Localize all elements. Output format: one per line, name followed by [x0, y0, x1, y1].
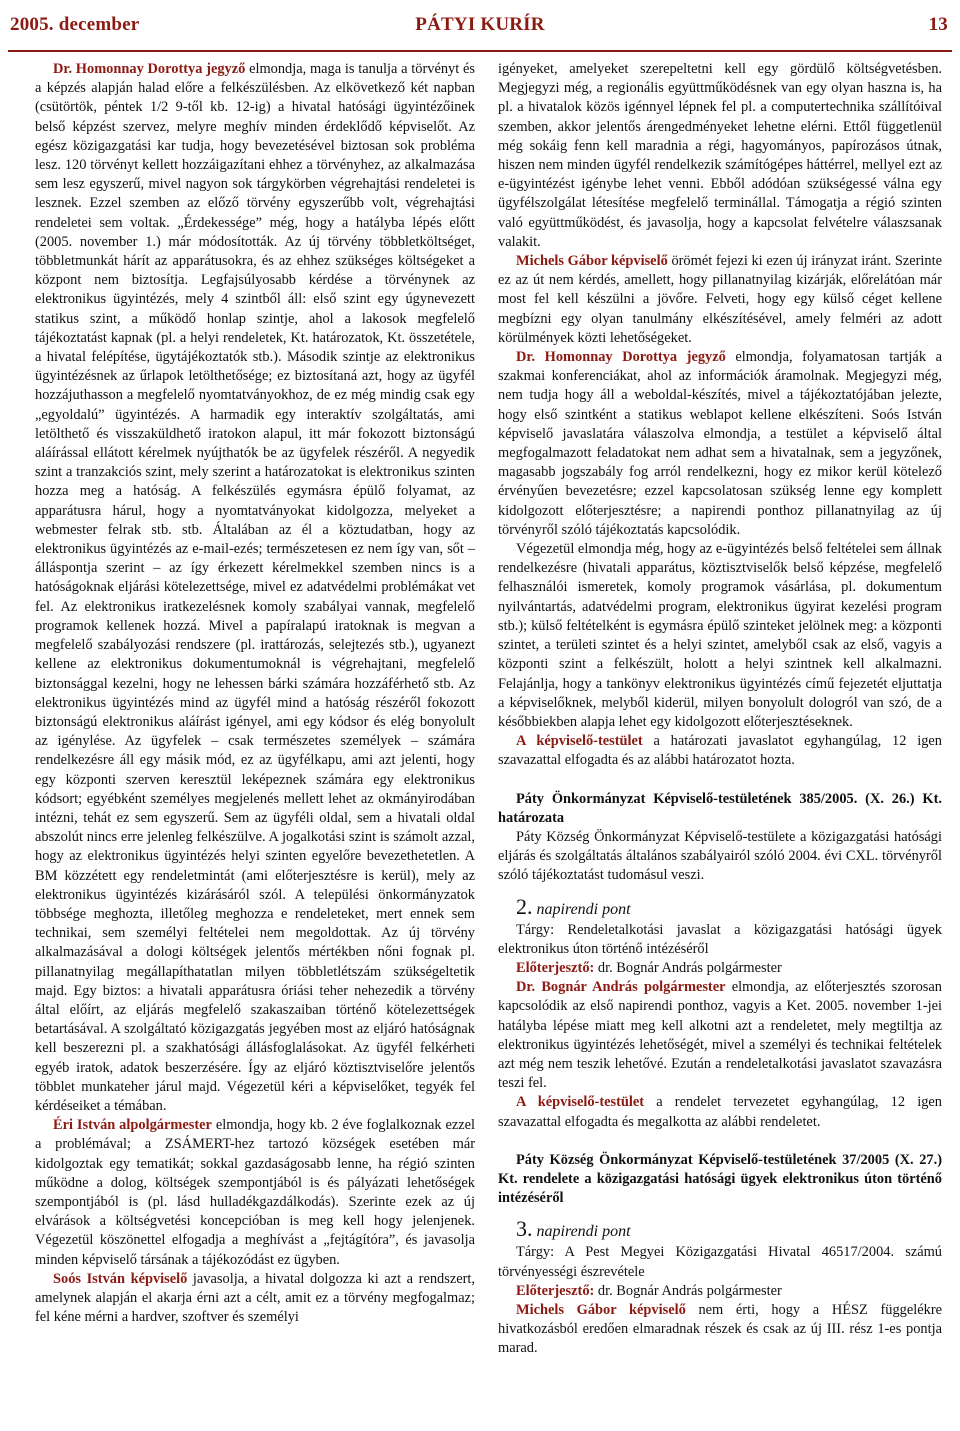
- speaker-name: Soós István képviselő: [53, 1270, 188, 1287]
- regulation-title: Páty Község Önkormányzat Képviselő-testületének 37/2005 (X. 27.) Kt. rendelete a közigazgatási hatósági ügyek elektronikus úton történő intézéséről: [498, 1151, 942, 1207]
- agenda-heading: [498, 1218, 942, 1243]
- paragraph-text: elmondja, folyamatosan tartják a szakmai konferenciákat, ahol az információk áramolnak. Megjegyzi még, nem tudja hogy áll a weboldal-készítés, mivel a tájékoztatójában jelezte, hogy első szintként a statikus weblapot kellene elkészíteni. Soós István képviselő javaslatára válaszolva elmondja, a testület a képviselő által megfogalmazott feladatokat nem adhat sem a hivatalnak, sem a jegyzőnek, magasabb jogszabály fog arról rendelkezni, hogy ez mikor kerül kötelező érvényűen bevezetésre; ezzel kapcsolatosan szükség lenne egy komplett kidolgozott előterjesztésre; a napirendi ponthoz pillanatnyilag az új törvényről szóló tájékoztatás kapcsolódik.: [498, 349, 942, 538]
- paragraph: [35, 1270, 475, 1328]
- speaker-name: Michels Gábor képviselő: [516, 253, 668, 270]
- body-label: A képviselő-testület: [516, 1094, 645, 1111]
- paragraph-text: elmondja, maga is tanulja a törvényt és a képzés alapján halad előre a felkészülésben. Az elkövetkező két napban (csütörtök, péntek 1/2 9-től kb. 12-ig) a hivatal hatósági ügyintézőinek belső képzést szervez, melyre meghív minden érdeklődő képviselőt. Az egész közigazgatási kar tudja, hogy bevezetésével biztosan sok probléma lesz. 120 törvényt kellett hozzáigazítani ehhez a törvényhez, az alkalmazása sem lesz egyszerű, mivel nagyon sok tárgykörben végrehajtási rendeletei is lesznek. Ezzel szemben az előző törvény egyszerűbb volt, végrehajtási rendeletei sem voltak. „Érdekessége” még, hogy a hatályba lépés előtt (2005. november 1.) már módosították. Az új törvény többletköltséget, többletmunkát hárít az apparátusokra, és az ehhez szükséges költségeket a központ nem biztosítja. Legfajsúlyosabb kérdése a törvénynek az elektronikus ügyintézés, mely 4 szintből áll: első szint egy úgynevezett statikus szint, a működő honlap szintje, ahol a lakosok megfelelő tájékoztatást kapnak (pl. a helyi rendeletek, Kt. határozatok, Kt. összetétele, a hivatal felépítése, ügytájékoztatók stb.). Második szintje az elektronikus ügyintézésnek az űrlapok letölthetősége; ez biztosítaná azt, hogy az ügyfél hozzájuthasson a megfelelő nyomtatványokhoz, de ez még mindig csak egy „egyoldalú” ügyintézés. A harmadik egy interaktív szolgáltatás, ami letölthető és visszaküldhető iratokon alapul, itt már fokozott biztonságú aláírással ellátott kérelmek nyújthatók be az ügyfelek részéről. A negyedik szint a tranzakciós szint, mely szerint a határozatokat is elektronikus szinten hozza meg a hatóság. A felkészülés egymásra épülő folyamat, az apparátusra hárul, hogy a nyomtatványokat kidolgozza, melyeket a webmester felrak stb. stb. Általában az él a köztudatban, hogy az elektronikus ügyintézés az e-mail-ezés; természetesen ez nem így van, sőt – álláspontja szerint – az így érkezett kérelmekkel szemben nincs is a hatóságoknak eljárási kötelezettsége, mivel ez adatvédelmi problémákat vet fel. Az elektronikus iratkezelésnek komoly szabályai vannak, megfelelő programok kellenek hozzá. Mivel a papíralapú iratoknak is megvan a megfelelő szabályozási rendszere (pl. irattározás, selejtezés stb.), ugyanezt kellene az elektronikus dokumentumoknál is végrehajtani, megfelelő biztonsággal kezelni, hogy ne lehessen bárki számára hozzáférhető stb. Az elektronikus ügyintézés mind az ügyfél mind a hatóság részéről fokozott biztonságú elektronikus aláírást igényel, ami egy kódsor és elég bonyolult az igénylése. Az ügyfelek – csak természetes személyek – számára rendelkezésre áll egy másik mód, ez az ügyfélkapu, ami azt jelenti, hogy egy központi szerven keresztül leképeznek számára egy elektronikus kódsort; egyébként személyes megjelenés mellett lehet az okmányirodában intézni, tehát ez sem egyszerű. Sem az ügyféli oldal, sem a hivatali oldal abszolút nincs erre jelenleg felkészülve. A jogalkotási szint is számolt azzal, hogy az elektronikus ügyintézés helyi szinten egyelőre bevezethetetlen. A BM közzétett egy rendeletmintát (ami előterjesztésre is kerül), mely az elektronikus ügyintézés kizárásáról szól. A települési önkormányzatok többsége meghozta, illetőleg meghozza e rendeleteket, mert ennek sem technikai, sem személyi feltételei nem megoldottak. Az új törvény alkalmazásával a dologi költségek jelentős mértékben nőni fognak pl. pillanatnyilag megállapíthatatlan milyen többletlétszám szükségeltetik majd. Egy biztos: a hivatali apparátusra óriási teher nehezedik a törvény által előírt, az eljárás megfelelő szakaszaiban történő kötelezettségek betartásával. A szolgáltató közigazgatás jegyében most az eljáró hatóságnak kell beszerezni pl. a szakhatósági állásfoglalásokat. Az ügyfél felkérheti egyéb iratok, adatok beszerzésére. Így az eljáró köztisztviselőre jelentős többlet munkateher járul majd. Végezetül kéri a képviselőket, tegyék fel kérdéseiket a témában.: [35, 61, 475, 1114]
- publication-title: PÁTYI KURÍR: [415, 14, 545, 35]
- paragraph: [498, 348, 942, 540]
- agenda-label: napirendi pont: [532, 1223, 631, 1241]
- speaker-name: Michels Gábor képviselő: [516, 1301, 686, 1318]
- paragraph: [498, 60, 942, 252]
- speaker-name: Dr. Bognár András polgármester: [516, 979, 726, 996]
- resolution-title: Páty Önkormányzat Képviselő-testületének 385/2005. (X. 26.) Kt. határozata: [498, 790, 942, 826]
- body-label: A képviselő-testület: [516, 733, 643, 750]
- speaker-name: Dr. Homonnay Dorottya jegyző: [516, 349, 726, 366]
- paragraph-text: Végezetül elmondja még, hogy az e-ügyintézés belső feltételei sem állnak rendelkezésre (hivatali apparátus, köztisztviselők belső képzése, megfelelő felhasználói ismeretek, komoly programok vásárlása, pl. dokumentum nyilvántartás, adatvédelmi program, elektronikus ügyirat kezelési program stb.); külső feltételként is egymásra épülő szinteket jelölnek meg: a központi szintet, a területi szintet és a helyi szintet, amelyből csak az első, vagyis a központi szint a felkészült, holott a helyi szintnek kell alkalmazni. Felajánlja, hogy a tankönyv elektronikus ügyintézés című fejezetét eljuttatja a képviselőknek, melyből kiderül, milyen bonyolult dologról van szó, de a későbbiekben alapja lehet egy kidolgozott előterjesztéseknek.: [498, 541, 942, 730]
- paragraph: [498, 732, 942, 770]
- paragraph-text: elmondja, hogy kb. 2 éve foglalkoznak ezzel a problémával; a ZSÁMERT-hez tartozó községek esetében már kidolgoztak egy tematikát; sokkal gazdaságosabb lenne, ha régió szinten működne a dolog, költségek szempontjából is és pályázati lehetőségek szempontjából is (pl. lásd hulladékgazdálkodás). Szerinte ezek az új elvárások a költségvetési koncepcióban is meg kell hogy jelenjenek. Végezetül köszönettel elfogadja a meghívást a „fejtágítóra”, és javasolja minden képviselő társának a tájékozódást ez ügyben.: [35, 1117, 476, 1268]
- paragraph-text: a rendelet tervezetet egyhangúlag, 12 igen szavazattal elfogadta és megalkotta az alábbi rendeletet.: [498, 1094, 942, 1130]
- paragraph-text: nem érti, hogy a HÉSZ függelékre hivatkozásból eredően elmaradnak részek és csak az új III. rész 1-es pontja marad.: [498, 1301, 942, 1357]
- agenda-heading: [498, 893, 942, 921]
- spacer: [498, 771, 942, 790]
- spacer: [498, 886, 942, 896]
- spacer: [498, 1132, 942, 1151]
- agenda-presenter: Előterjesztő: dr. Bognár András polgármester: [516, 959, 782, 976]
- speaker-name: Dr. Homonnay Dorottya jegyző: [53, 61, 246, 77]
- agenda-presenter: Előterjesztő: dr. Bognár András polgármester: [516, 1282, 782, 1299]
- speaker-name: Éri István alpolgármester: [53, 1117, 212, 1134]
- paragraph-text: javasolja, a hivatal dolgozza ki azt a rendszert, amelynek alapján el akarja érni azt a célt, amit ez a törvény megfogalmaz; fel kéne mérni a hardver, szoftver és személyi: [35, 1270, 475, 1326]
- paragraph: [498, 978, 942, 1093]
- right-column: [498, 60, 942, 1359]
- agenda-subject: Tárgy: Rendeletalkotási javaslat a közigazgatási hatósági ügyek elektronikus úton történő intézéséről: [498, 921, 942, 957]
- header-rule: [8, 50, 952, 52]
- agenda-subject: Tárgy: A Pest Megyei Közigazgatási Hivatal 46517/2004. számú törvényességi észrevétele: [498, 1244, 942, 1280]
- issue-date: 2005. december: [10, 14, 140, 35]
- left-column: [35, 60, 475, 1327]
- page-number: 13: [928, 14, 948, 35]
- paragraph: [498, 1093, 942, 1131]
- spacer: [498, 1208, 942, 1218]
- resolution-text: Páty Község Önkormányzat Képviselő-testülete a közigazgatási hatósági eljárás és szolgáltatás általános szabályairól szóló 2004. évi CXL. törvényről szóló tájékoztatást tudomásul veszi.: [498, 828, 942, 884]
- paragraph: [35, 1116, 475, 1270]
- agenda-number: 3.: [516, 1216, 533, 1242]
- paragraph: [35, 60, 475, 1116]
- paragraph-text: örömét fejezi ki ezen új irányzat iránt. Szerinte ez az út nem kérdés, amellett, hogy pillanatnyilag kizárják, előrelátóan már most fel kell készülni a jövőre. Felveti, hogy egy külső céget kellene megbízni egy olyan tanulmány elkészítésével, amely felméri az adott körülmények közti lehetőségeket.: [498, 253, 943, 346]
- page-header: [0, 0, 960, 52]
- paragraph: [498, 540, 942, 732]
- paragraph-text: igényeket, amelyeket szerepeltetni kell egy gördülő költségvetésben. Megjegyzi még, a regionális együttműködésnek van egy olyan haszna is, ha pl. a hivatalok közös igénnyel lépnek fel pl. a computertechnika szállítóival szemben, akkor jelentős árengedményeket lehetne elérni. Ettől függetlenül még sokáig fenn kell maradnia a régi, hagyományos, papírozásos útnak, hiszen nem minden ügyfél rendelkezik számítógépes háttérrel, mellyel ezt az e-ügyintézést igénybe lehet venni. Ebből adódóan szükségessé válna egy ügyfélszolgálat létesítése megfelelő terminállal. Támogatja a régió szinten való együttműködést, és javasolja, hogy a kapcsolat felvételre válaszsanak valakit.: [498, 61, 942, 250]
- paragraph: [498, 1301, 942, 1359]
- paragraph: [498, 252, 942, 348]
- paragraph-text: elmondja, az előterjesztés szorosan kapcsolódik az első napirendi ponthoz, vagyis a Ket. 2005. november 1-jei hatályba lépése miatt meg kell alkotni azt a rendeletet, mely megtiltja az elektronikus ügyintézés lehetőségét, mivel a személyi és technikai feltételek azt még nem teszik lehetővé. Ezután a rendeletalkotási javaslatot szavazásra teszi fel.: [498, 979, 942, 1092]
- agenda-number: 2.: [516, 893, 533, 919]
- paragraph-text: a határozati javaslatot egyhangúlag, 12 igen szavazattal elfogadta és az alábbi határozatot hozta.: [498, 733, 942, 769]
- agenda-label: napirendi pont: [532, 900, 631, 918]
